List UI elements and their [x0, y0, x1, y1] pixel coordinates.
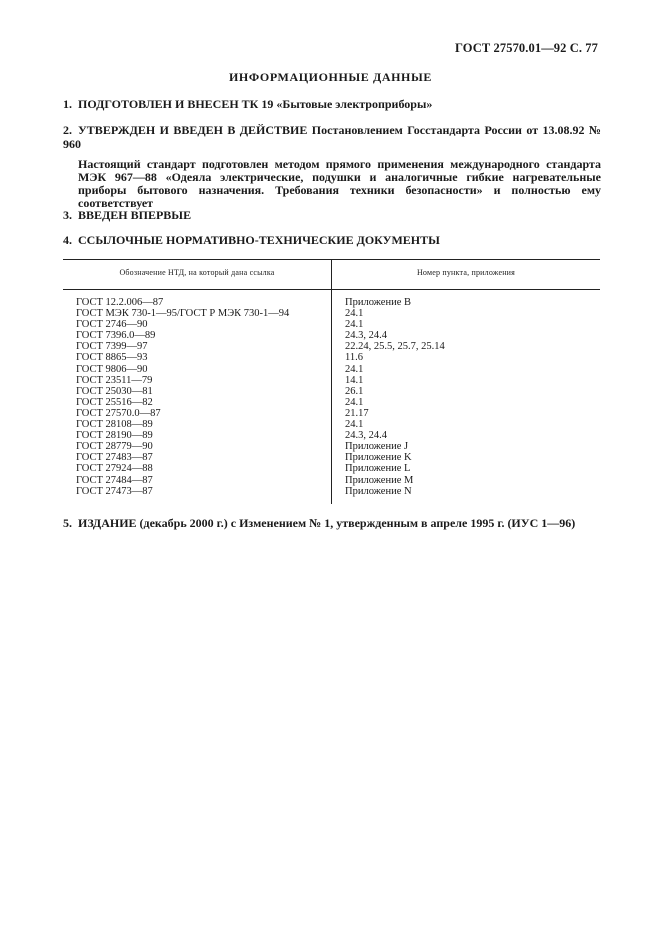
page-header: ГОСТ 27570.01—92 С. 77 [455, 41, 598, 55]
table-cell-clause: 11.6 [345, 352, 363, 364]
section-2-note: Настоящий стандарт подготовлен методом прямого применения международного стандарта МЭК 967—88 «Одеяла электрические, подушки и аналогичные гибкие нагревательные приборы бытового назначения. Требования техники безопасности» и полностью ему соответствует [78, 157, 601, 210]
table-cell-document: ГОСТ 23511—79 [76, 374, 153, 386]
table-cell-clause: 24.1 [345, 363, 364, 375]
section-text: ИЗДАНИЕ (декабрь 2000 г.) с Изменением № 1, утвержденным в апреле 1995 г. (ИУС 1—96) [78, 516, 576, 530]
table-cell-document: ГОСТ 9806—90 [76, 363, 148, 375]
table-cell-clause: 24.1 [345, 319, 364, 331]
table-cell-clause: Приложение M [345, 474, 414, 486]
table-header-document: Обозначение НТД, на который дана ссылка [119, 268, 275, 277]
table-cell-document: ГОСТ 7396.0—89 [76, 330, 156, 342]
table-cell-clause: 24.1 [345, 419, 364, 431]
document-title: ИНФОРМАЦИОННЫЕ ДАННЫЕ [229, 70, 432, 84]
table-header-clause: Номер пункта, приложения [416, 268, 516, 277]
table-cell-document: ГОСТ 27924—88 [76, 463, 153, 475]
section-5 [63, 516, 601, 530]
table-cell-document: ГОСТ 27484—87 [76, 474, 153, 486]
table-column-clauses [345, 297, 445, 497]
table-cell-document: ГОСТ 12.2.006—87 [76, 297, 164, 308]
table-column-documents [76, 297, 289, 497]
table-cell-clause: Приложение J [345, 441, 409, 453]
table-cell-clause: 14.1 [345, 374, 364, 386]
table-cell-clause: 26.1 [345, 385, 364, 397]
table-cell-document: ГОСТ 8865—93 [76, 352, 148, 364]
section-text: УТВЕРЖДЕН И ВВЕДЕН В ДЕЙСТВИЕ Постановлением Госстандарта России от 13.08.92 № 960 [63, 123, 601, 151]
table-cell-document: ГОСТ 28190—89 [76, 430, 153, 442]
section-number: 4. [63, 233, 72, 247]
section-1 [63, 97, 601, 111]
table-cell-document: ГОСТ 7399—97 [76, 341, 148, 353]
section-number: 3. [63, 208, 72, 222]
table-cell-clause: Приложение В [345, 297, 411, 308]
section-2 [63, 123, 601, 151]
section-number: 2. [63, 123, 72, 137]
table-cell-clause: Приложение L [345, 463, 411, 475]
section-number: 1. [63, 97, 72, 111]
table-cell-clause: Приложение N [345, 485, 412, 497]
table-column-divider [331, 259, 332, 504]
table-cell-clause: 21.17 [345, 407, 369, 419]
section-text: ССЫЛОЧНЫЕ НОРМАТИВНО-ТЕХНИЧЕСКИЕ ДОКУМЕНТЫ [78, 233, 440, 247]
table-cell-document: ГОСТ 27473—87 [76, 485, 153, 497]
table-cell-document: ГОСТ 2746—90 [76, 319, 148, 331]
table-cell-clause: 22.24, 25.5, 25.7, 25.14 [345, 341, 445, 353]
table-cell-document: ГОСТ 28779—90 [76, 441, 153, 453]
table-cell-clause: 24.3, 24.4 [345, 430, 387, 442]
section-text: ВВЕДЕН ВПЕРВЫЕ [78, 208, 192, 222]
table-cell-document: ГОСТ МЭК 730-1—95/ГОСТ Р МЭК 730-1—94 [76, 308, 290, 320]
table-cell-document: ГОСТ 27570.0—87 [76, 407, 161, 419]
table-cell-document: ГОСТ 28108—89 [76, 419, 153, 431]
table-cell-clause: Приложение K [345, 452, 412, 464]
section-text: ПОДГОТОВЛЕН И ВНЕСЕН ТК 19 «Бытовые электроприборы» [78, 97, 433, 111]
section-4 [63, 233, 601, 247]
reference-table [63, 259, 600, 504]
table-cell-document: ГОСТ 25030—81 [76, 385, 153, 397]
table-cell-clause: 24.3, 24.4 [345, 330, 387, 342]
section-3 [63, 208, 601, 222]
table-cell-clause: 24.1 [345, 396, 364, 408]
section-number: 5. [63, 516, 72, 530]
table-cell-document: ГОСТ 25516—82 [76, 396, 153, 408]
table-cell-document: ГОСТ 27483—87 [76, 452, 153, 464]
table-cell-clause: 24.1 [345, 308, 364, 320]
